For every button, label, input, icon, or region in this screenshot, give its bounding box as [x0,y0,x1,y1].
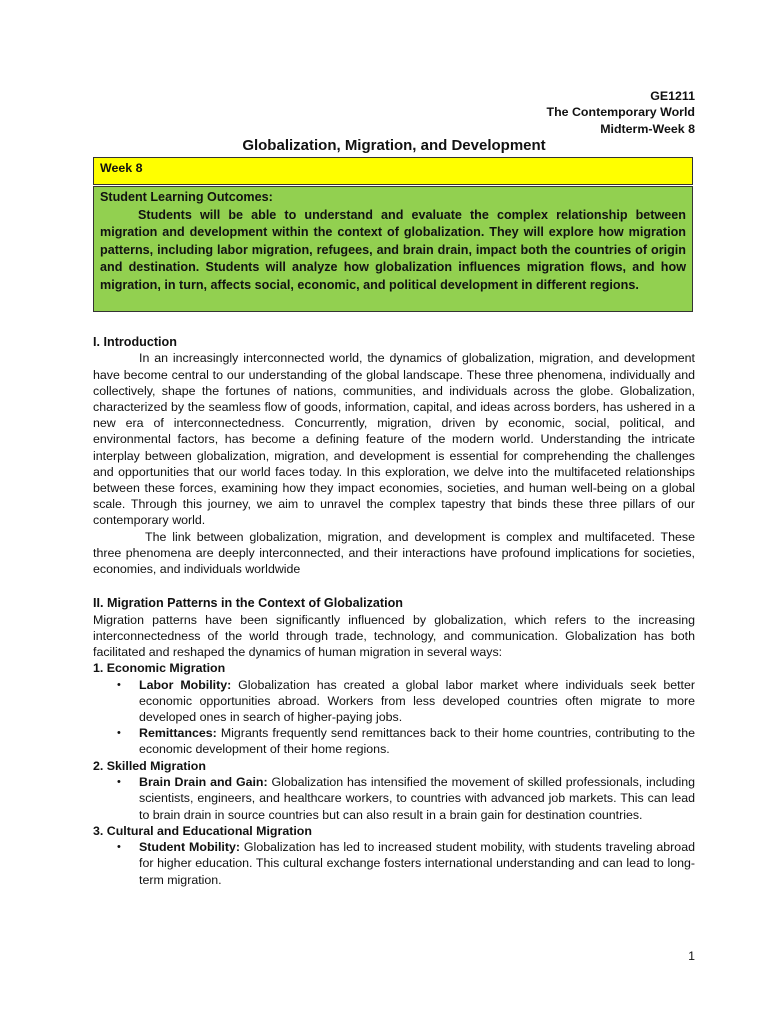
cultural-migration-list [93,839,695,888]
subsection-heading-economic-migration: 1. Economic Migration [93,661,226,676]
bullet-icon: • [117,776,121,789]
subsection-heading-cultural-educational-migration: 3. Cultural and Educational Migration [93,823,312,838]
list-item [117,725,695,757]
list-item-term: Student Mobility: [139,840,240,855]
course-term: Midterm-Week 8 [600,121,695,136]
bullet-icon: • [117,678,121,691]
section-heading-migration-patterns: II. Migration Patterns in the Context of Globalization [93,596,403,611]
list-item-text: Migrants frequently send remittances back to their home countries, contributing to the economic development of their home regions. [139,726,695,757]
document-title: Globalization, Migration, and Development [242,137,546,154]
list-item-text: Globalization has led to increased student mobility, with students traveling abroad for higher education. This cultural exchange fosters international understanding and can lead to long-term migration. [139,840,695,887]
intro-paragraph-2: The link between globalization, migration, and development is complex and multifaceted. These three phenomena are deeply interconnected, and their interactions have profound implications for societies, economies, and individuals worldwide [93,529,695,577]
intro-paragraph-1: In an increasingly interconnected world, the dynamics of globalization, migration, and development have become central to our understanding of the global landscape. These three phenomena, individually and collectively, shape the fortunes of nations, communities, and individuals across the globe. Globalization, characterized by the seamless flow of goods, information, capital, and ideas across borders, has ushered in a new era of interconnectedness. Concurrently, migration, driven by economic, social, political, and environmental factors, has become a defining feature of the modern world. Understanding the intricate interplay between globalization, migration, and development is essential for comprehending the challenges and opportunities that our world faces today. In this exploration, we delve into the multifaceted relationships between these forces, examining how they impact economies, societies, and human well-being on a global scale. Through this journey, we aim to unravel the complex tapestry that binds these three pillars of our contemporary world. [93,351,695,528]
economic-migration-list [93,677,695,758]
list-item [117,839,695,888]
outcomes-text: Students will be able to understand and evaluate the complex relationship between migration and development within the context of globalization. They will explore how migration patterns, including labor migration, refugees, and brain drain, impact both the countries of origin and destination. Students will analyze how globalization influences migration flows, and how migration, in turn, affects social, economic, and political development in different regions. [100,207,686,292]
skilled-migration-list [93,774,695,823]
outcomes-heading: Student Learning Outcomes: [100,190,273,204]
week-box [93,157,693,185]
migration-intro-paragraph: Migration patterns have been significantly influenced by globalization, which refers to the increasing interconnectedness of the world through trade, technology, and communication. Globalization has both facilitated and reshaped the dynamics of human migration in several ways: [93,612,695,660]
list-item [117,774,695,823]
course-header [93,88,695,137]
subsection-heading-skilled-migration: 2. Skilled Migration [93,758,206,773]
bullet-icon: • [117,727,121,740]
page-number: 1 [688,949,695,963]
learning-outcomes-box [93,186,693,312]
course-code: GE1211 [650,89,695,103]
course-name: The Contemporary World [546,105,695,120]
list-item-term: Remittances: [139,726,217,741]
list-item-term: Labor Mobility: [139,677,232,692]
section-heading-introduction: I. Introduction [93,335,177,349]
list-item-term: Brain Drain and Gain: [139,775,268,790]
list-item-text: Globalization has intensified the movement of skilled professionals, including scientists, engineers, and healthcare workers, to countries with advanced job markets. This can lead to brain drain in source countries but can also result in a brain gain for destination countries. [139,775,695,822]
bullet-icon: • [117,841,121,854]
week-label: Week 8 [100,161,143,175]
list-item-text: Globalization has created a global labor market where individuals seek better economic opportunities abroad. Workers from less developed countries often migrate to more developed ones in search of higher-paying jobs. [139,677,696,725]
list-item [117,677,696,726]
document-body [93,334,695,888]
